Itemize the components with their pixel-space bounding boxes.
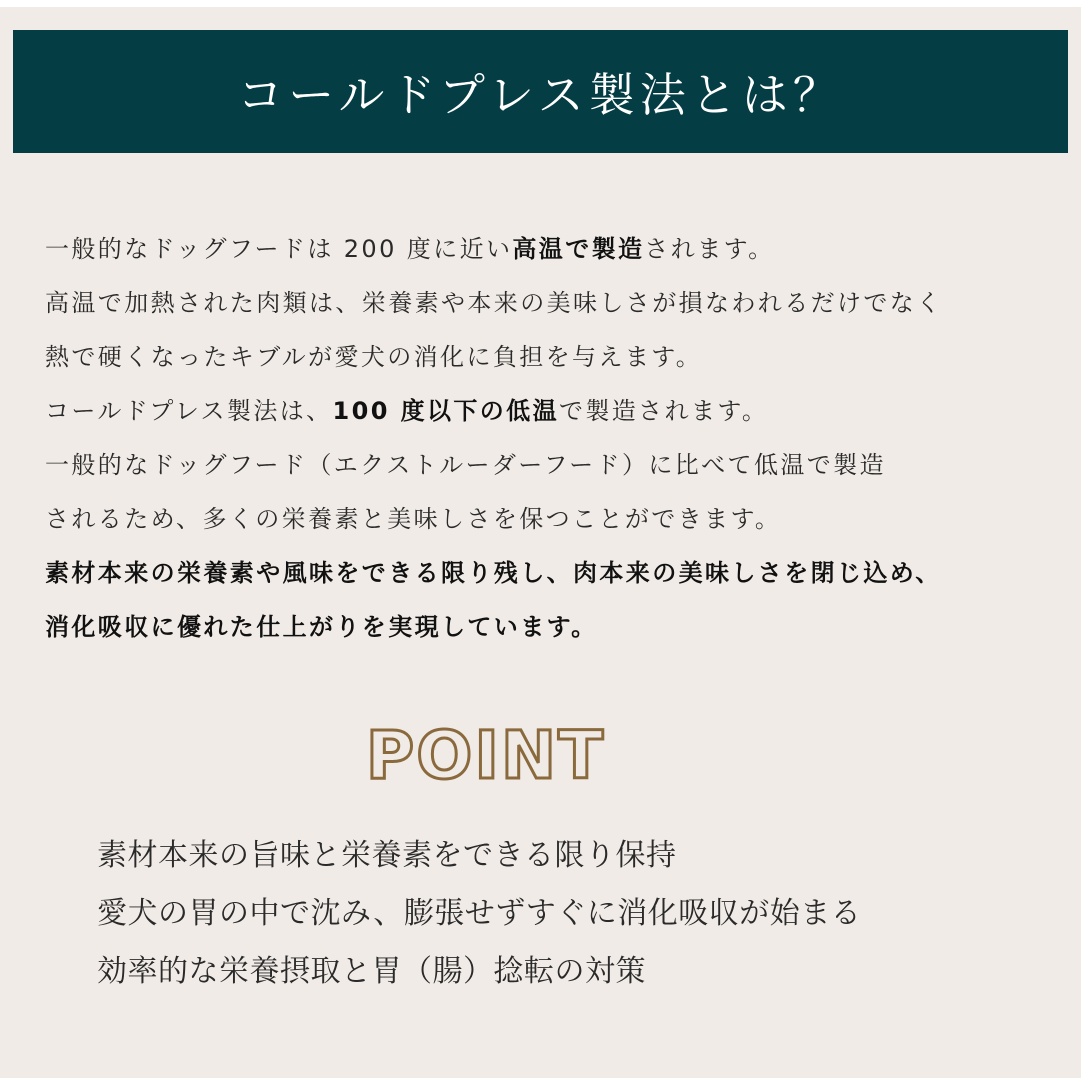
emphasis-high-temp: 高温で製造 [512, 235, 645, 263]
point-item-3: 効率的な栄養摂取と胃（腸）捻転の対策 [97, 954, 646, 989]
line-4-text: コールドプレス製法は、 [45, 397, 333, 425]
description-line-7: 素材本来の栄養素や風味をできる限り残し、肉本来の美味しさを閉じ込め、 [45, 559, 942, 587]
description-line-1 [45, 222, 1075, 276]
point-heading: POINT [365, 717, 606, 794]
line-1-text: 一般的なドッグフードは 200 度に近い [45, 235, 513, 263]
description-line-4 [45, 384, 1075, 438]
description-line-6: されるため、多くの栄養素と美味しさを保つことができます。 [45, 505, 782, 533]
point-item-2: 愛犬の胃の中で沈み、膨張せずすぐに消化吸収が始まる [97, 896, 862, 931]
description-line-3: 熱で硬くなったキブルが愛犬の消化に負担を与えます。 [45, 343, 703, 371]
description-text [45, 222, 1075, 654]
title-band [13, 30, 1068, 153]
point-list [97, 827, 1057, 1001]
line-1-end: されます。 [644, 235, 775, 263]
point-item-1: 素材本来の旨味と栄養素をできる限り保持 [97, 838, 677, 873]
description-line-8: 消化吸収に優れた仕上がりを実現しています。 [45, 613, 598, 641]
line-4-end: で製造されます。 [558, 397, 769, 425]
page-title: コールドプレス製法とは？ [237, 67, 844, 122]
description-line-5: 一般的なドッグフード（エクストルーダーフード）に比べて低温で製造 [45, 451, 886, 479]
description-line-2: 高温で加熱された肉類は、栄養素や本来の美味しさが損なわれるだけでなく [45, 289, 943, 317]
emphasis-low-temp: 100 度以下の低温 [332, 397, 559, 425]
